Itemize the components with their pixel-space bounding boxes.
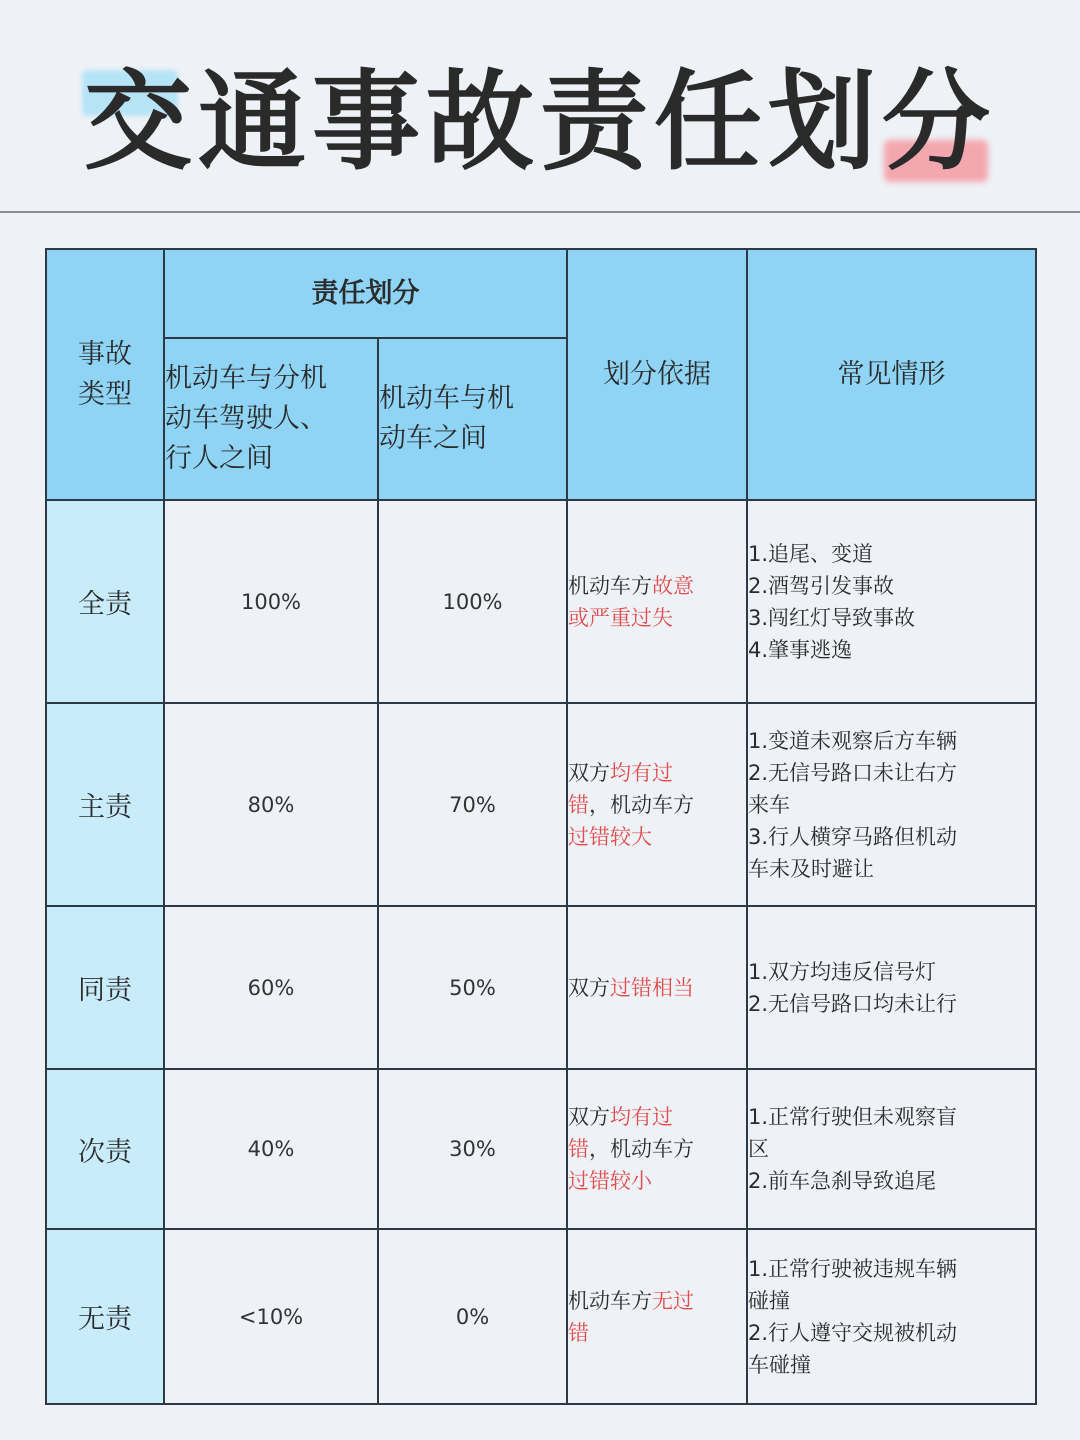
pct-nonmotor: 80% <box>164 703 378 906</box>
pct-motor: 0% <box>378 1229 567 1404</box>
pct-motor: 70% <box>378 703 567 906</box>
header-cases: 常见情形 <box>747 249 1036 500</box>
cases-cell: 1.追尾、变道 2.酒驾引发事故 3.闯红灯导致事故 4.肇事逃逸 <box>747 500 1036 703</box>
cases-cell: 1.正常行驶被违规车辆 碰撞 2.行人遵守交规被机动 车碰撞 <box>747 1229 1036 1404</box>
pct-nonmotor: 100% <box>164 500 378 703</box>
header-vs-motor: 机动车与机 动车之间 <box>378 338 567 500</box>
page-title: 交通事故责任划分 <box>83 60 996 185</box>
accident-type-cell: 次责 <box>46 1069 164 1229</box>
table-row <box>46 500 1036 703</box>
accident-type-cell: 无责 <box>46 1229 164 1404</box>
table-row <box>46 703 1036 906</box>
pct-motor: 50% <box>378 906 567 1069</box>
title-area <box>0 0 1080 212</box>
cases-cell: 1.正常行驶但未观察盲 区 2.前车急刹导致追尾 <box>747 1069 1036 1229</box>
cases-cell: 1.双方均违反信号灯 2.无信号路口均未让行 <box>747 906 1036 1069</box>
basis-cell: 双方过错相当 <box>567 906 747 1069</box>
responsibility-table <box>45 248 1037 1405</box>
header-accident-type: 事故 类型 <box>46 249 164 500</box>
header-vs-nonmotor: 机动车与分机 动车驾驶人、 行人之间 <box>164 338 378 500</box>
accident-type-cell: 全责 <box>46 500 164 703</box>
table-row <box>46 1229 1036 1404</box>
cases-cell: 1.变道未观察后方车辆 2.无信号路口未让右方 来车 3.行人横穿马路但机动 车未及时避让 <box>747 703 1036 906</box>
header-responsibility: 责任划分 <box>164 249 567 338</box>
pct-nonmotor: 60% <box>164 906 378 1069</box>
basis-cell: 双方均有过 错，机动车方 过错较小 <box>567 1069 747 1229</box>
pct-nonmotor: 40% <box>164 1069 378 1229</box>
pct-nonmotor: <10% <box>164 1229 378 1404</box>
basis-cell: 机动车方无过 错 <box>567 1229 747 1404</box>
header-basis: 划分依据 <box>567 249 747 500</box>
accident-type-cell: 主责 <box>46 703 164 906</box>
table-row <box>46 906 1036 1069</box>
pct-motor: 30% <box>378 1069 567 1229</box>
basis-cell: 双方均有过 错，机动车方 过错较大 <box>567 703 747 906</box>
pct-motor: 100% <box>378 500 567 703</box>
accident-type-cell: 同责 <box>46 906 164 1069</box>
table-row <box>46 1069 1036 1229</box>
basis-cell: 机动车方故意 或严重过失 <box>567 500 747 703</box>
title-divider <box>0 211 1080 213</box>
